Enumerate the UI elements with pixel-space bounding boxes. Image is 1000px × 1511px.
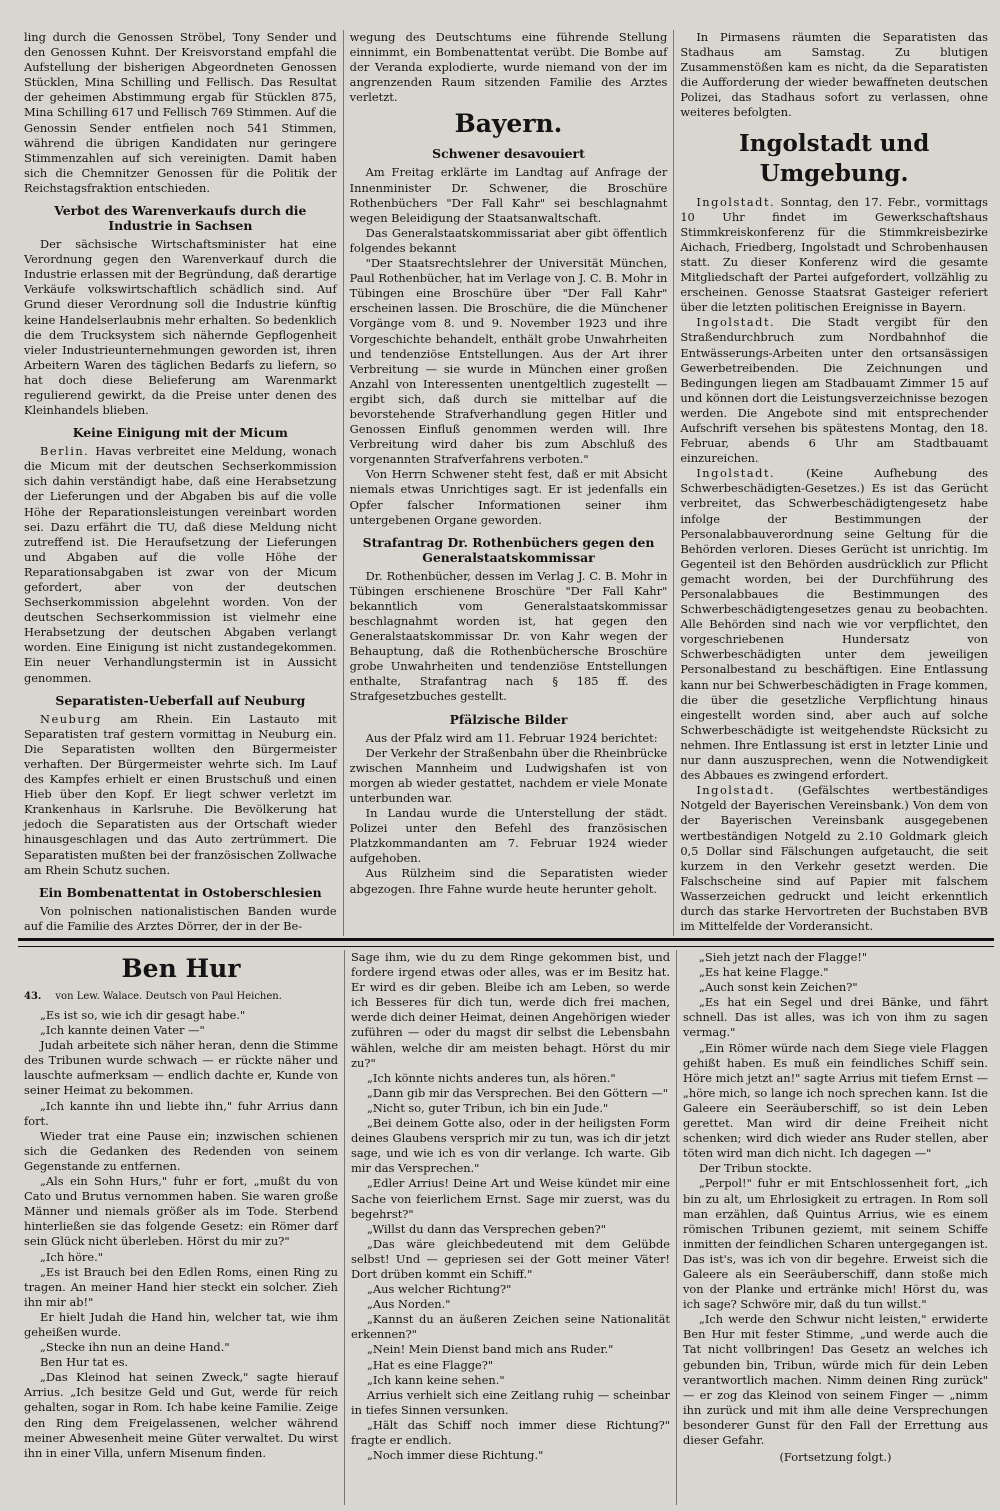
serial-text-3: [683, 950, 988, 1448]
paragraph: [680, 934, 988, 936]
serial-paragraph: „Es hat keine Flagge.": [699, 965, 829, 980]
serial-paragraph: „Ein Römer würde nach dem Siege viele Flaggen gehißt haben. Es muß ein feindliches Schiff sein. Höre mich jetzt an!" sagte Arrius mit tiefem Ernst — „höre mich, so lange ich noch sprechen kann. Ist die Galeere ein Seeräuberschiff, so ist dein Leben gerettet. Man wird dir deine Freiheit nicht schenken; wird dich wieder ans Ruder stellen, aber töten wird man dich nicht. Ich dagegen —": [683, 1040, 988, 1161]
headline-micum: Keine Einigung mit der Micum: [72, 425, 288, 441]
dateline: Ingolstadt.: [696, 466, 776, 481]
paragraph: "Der Staatsrechtslehrer der Universität München, Paul Rothenbücher, hat im Verlage von J. C. B. Mohr in Tübingen eine Broschüre über "Der Fall Kahr" erscheinen lassen. Die Broschüre, die die Münchener Vorgänge vom 8. und 9. November 1923 und ihre Vorgeschichte behandelt, enthält grobe Unwahrheiten und tendenziöse Entstellungen. Aus der Art ihrer Verbreitung — sie wurde in München einer großen Anzahl von Interessenten unentgeltlich zugestellt — ergibt sich, daß durch sie mittelbar auf die bevorstehende Strafverhandlung gegen Hitler und Genossen Einfluß genommen werden will. Ihre Verbreitung wird daher bis zum Abschluß des vorgenannten Strafverfahrens verboten.": [349, 256, 668, 467]
serial-section: [18, 950, 994, 1505]
dateline: Neuburg: [40, 711, 102, 726]
serial-paragraph: „Bei deinem Gotte also, oder in der heiligsten Form deines Glaubens versprich mir zu tun, was ich dir jetzt sage, und wie ich es von dir verlange. Ich warte. Gib mir das Versprechen.": [351, 1116, 670, 1176]
serial-text-1: [24, 1008, 338, 1461]
headline-pfalz: Pfälzische Bilder: [449, 711, 568, 727]
serial-paragraph: „Es ist so, wie ich dir gesagt habe.": [40, 1008, 246, 1022]
serial-paragraph: „Nein! Mein Dienst band mich ans Ruder.": [367, 1342, 614, 1357]
paragraph: [680, 783, 988, 934]
serial-paragraph: „Nicht so, guter Tribun, ich bin ein Jude.": [367, 1100, 609, 1115]
serial-paragraph: „Perpol!" fuhr er mit Entschlossenheit fort, „ich bin zu alt, um Ehrlosigkeit zu ertragen. In Rom soll man erzählen, daß Quintus Arrius, wie es einem römischen Tribunen geziemt, mit seinem Schiffe inmitten der feindlichen Scharen untergegangen ist. Das ist's, was ich von dir begehre. Erweist sich die Galeere als ein Seeräuberschiff, dann stoße mich von der Planke und ertränke mich! Hörst du, was ich sage? Schwöre mir, daß du tun willst.": [683, 1176, 988, 1312]
serial-byline: [24, 990, 338, 1004]
continuation-note: (Fortsetzung folgt.): [779, 1450, 892, 1465]
serial-paragraph: Der Tribun stockte.: [699, 1161, 812, 1176]
paragraph-text: (Keine Aufhebung des Schwerbeschädigten-Gesetzes.) Es ist das Gerücht verbreitet, das Schwerbeschädigtengesetz habe infolge der Bestimmungen der Personalabbauverordnung seine Geltung für die Behörden verloren. Dieses Gerücht ist unrichtig. Im Gegenteil ist den Behörden ausdrücklich zur Pflicht gemacht worden, bei der Durchführung des Personalabbaues die Bestimmungen des Schwerbeschädigtengesetzes genau zu beobachten. Alle Behörden sind nach wie vor verpflichtet, den vorgeschriebenen Hundersatz von Schwerbeschädigten unter dem jeweiligen Personalbestand zu beschäftigen. Eine Entlassung kann nur bei Schwerbeschädigten in Frage kommen, die über die gesetzliche Verpflichtung hinaus eingestellt worden sind, aber auch auf solche Schwerbeschädigte ist weitgehendste Rücksicht zu nehmen. Ihre Entlassung ist erst in letzter Linie und nur dann auszusprechen, wenn die Notwendigkeit des Abbaues es zwingend erfordert.: [680, 466, 988, 783]
serial-column-3: [676, 950, 994, 1505]
feuilleton-divider: [18, 938, 994, 947]
serial-title: Ben Hur: [121, 954, 241, 983]
paragraph: Dr. Rothenbücher, dessen im Verlag J. C. B. Mohr in Tübingen erschienene Broschüre "Der Fall Kahr" bekanntlich vom Generalstaatskommissar beschlagnahmt worden ist, hat gegen den Generalstaatskommissar Dr. von Kahr wegen der Behauptung, daß die Rothenbüchersche Broschüre grobe Unwahrheiten und tendenziöse Entstellungen enthalte, Strafantrag nach § 185 ff. des Strafgesetzbuches gestellt.: [349, 568, 668, 704]
headline-verbot: Verbot des Warenverkaufs durch die Industrie in Sachsen: [54, 203, 307, 234]
column-1: [18, 30, 343, 936]
paragraph: In Pirmasens räumten die Separatisten das Stadhaus am Samstag. Zu blutigen Zusammenstößen kam es nicht, da die Separatisten die Aufforderung der wieder bewaffneten deutschen Polizei, das Stadhaus sofort zu verlassen, ohne weiteres befolgten.: [680, 30, 988, 120]
serial-paragraph: „Ich kann keine sehen.": [367, 1372, 505, 1387]
serial-paragraph: „Hat es eine Flagge?": [367, 1357, 494, 1372]
serial-paragraph: „Aus welcher Richtung?": [367, 1282, 512, 1297]
paragraph: [680, 315, 988, 466]
paragraph: Von polnischen nationalistischen Banden wurde auf die Familie des Arztes Dörrer, der in der Be-: [24, 903, 337, 933]
column-2: [343, 30, 674, 936]
serial-text-2: [351, 950, 670, 1463]
serial-paragraph: „Kannst du an äußeren Zeichen seine Nationalität erkennen?": [351, 1312, 670, 1342]
paragraph: [680, 195, 988, 316]
serial-paragraph: Sage ihm, wie du zu dem Ringe gekommen bist, und fordere irgend etwas oder alles, was er im Besitz hat. Er wird es dir geben. Bleibe ich am Leben, so werde ich Besseres für dich tun, werde dich frei machen, werde dich deiner Heimat, deinen Angehörigen wieder zuführen — oder du magst dir selbst die Lebensbahn wählen, welche dir am meisten behagt. Hörst du mir zu?": [351, 950, 670, 1070]
headline-neuburg: Separatisten-Ueberfall auf Neuburg: [55, 692, 306, 708]
paragraph-text: (Gefälschtes wertbeständiges Notgeld der Bayerischen Vereinsbank.) Von dem von der Bayerischen Vereinsbank ausgegebenen wertbeständigen Notgeld zu 2.10 Goldmark gleich 0,5 Dollar sind Fälschungen aufgetaucht, die seit kurzem in den Verkehr gesetzt werden. Die Falschscheine sind auf Papier mit falschem Wasserzeichen gedruckt und leicht erkenntlich durch das starke Hervortreten der Buchstaben BVB im Mittelfelde der Vorderansicht.: [680, 783, 988, 934]
paragraph: [24, 444, 337, 686]
serial-paragraph: Ben Hur tat es.: [40, 1355, 129, 1370]
serial-paragraph: „Stecke ihn nun an deine Hand.": [40, 1340, 230, 1355]
paragraph: Am Freitag erklärte im Landtag auf Anfrage der Innenminister Dr. Schwener, die Broschüre Rothenbüchers "Der Fall Kahr" sei beschlagnahmt wegen Beleidigung der Staatsanwaltschaft.: [349, 165, 668, 225]
serial-paragraph: „Ich höre.": [40, 1249, 103, 1264]
serial-paragraph: Arrius verhielt sich eine Zeitlang ruhig — scheinbar in tiefes Sinnen versunken.: [351, 1387, 670, 1417]
serial-paragraph: „Ich werde den Schwur nicht leisten," erwiderte Ben Hur mit fester Stimme, „und werde auch die Tat nicht vollbringen! Das Gesetz an welches ich gebunden bin, Tribun, würde mich für dein Leben verantwortlich machen. Nimm deinen Ring zurück" — er zog das Kleinod von seinem Finger — „nimm ihn zurück und mit ihm alle deine Versprechungen besonderer Gunst für den Fall der Errettung aus dieser Gefahr.: [683, 1312, 988, 1447]
paragraph: Der Verkehr der Straßenbahn über die Rheinbrücke zwischen Mannheim und Ludwigshafen ist von morgen ab wieder gestattet, nachdem er viele Monate unterbunden war.: [349, 745, 668, 805]
serial-column-1: [18, 950, 344, 1505]
serial-paragraph: „Als ein Sohn Hurs," fuhr er fort, „mußt du von Cato und Brutus vernommen haben. Sie waren große Männer und niemals größer als im Tode. Sterbend hinterließen sie das folgende Gesetz: ein Römer darf sein Glück nicht überleben. Hörst du mir zu?": [24, 1174, 338, 1249]
serial-paragraph: „Ich kannte ihn und liebte ihn," fuhr Arrius dann fort.: [24, 1098, 338, 1128]
dateline: Ingolstadt.: [696, 194, 776, 209]
paragraph-text: am Rhein. Ein Lastauto mit Separatisten traf gestern vormittag in Neuburg ein. Die Separatisten wollten den Bürgermeister verhaften. Der Bürgermeister wehrte sich. Im Lauf des Kampfes erhielt er einen Brustschuß und einen Hieb über den Kopf. Er liegt schwer verletzt im Krankenhaus in Karlsruhe. Die Bevölkerung hat jedoch die Separatisten aus der Ortschaft wieder hinausgeschlagen und das Auto zertrümmert. Die Separatisten mußten bei der französischen Zollwache am Rhein Schutz suchen.: [24, 711, 337, 877]
serial-paragraph: Er hielt Judah die Hand hin, welcher tat, wie ihm geheißen wurde.: [24, 1309, 338, 1339]
paragraph: In Landau wurde die Unterstellung der städt. Polizei unter den Befehl des französischen Platzkommandanten am 7. Februar 1924 wieder aufgehoben.: [349, 806, 668, 866]
dateline: Ingolstadt.: [696, 315, 776, 330]
installment-number: 43.: [24, 991, 42, 1002]
paragraph: ling durch die Genossen Ströbel, Tony Sender und den Genossen Kuhnt. Der Kreisvorstand empfahl die Aufstellung der bisherigen Abgeordneten Genossen Stücklen, Mina Schilling und Fellisch. Das Resultat der geheimen Abstimmung ergab für Stücklen 875, Mina Schilling 617 und Fellisch 769 Stimmen. Auf die Genossin Sender entfielen noch 541 Stimmen, während die übrigen Kandidaten nur geringere Stimmenzahlen auf sich vereinigten. Damit haben sich die Chemnitzer Genossen für die Politik der Reichstagsfraktion entschieden.: [24, 30, 337, 195]
serial-paragraph: „Noch immer diese Richtung.": [367, 1448, 544, 1463]
serial-paragraph: „Ich kannte deinen Vater —": [40, 1023, 205, 1038]
paragraph: Aus der Pfalz wird am 11. Februar 1924 berichtet:: [365, 730, 658, 745]
paragraph-text: Havas verbreitet eine Meldung, wonach die Micum mit der deutschen Sechserkommission sich dahin verständigt habe, daß eine Herabsetzung der Lieferungen und der Abgaben bis auf die volle Höhe der Reparationsleistungen vereinbart worden sei. Dazu erfährt die TU, daß diese Meldung nicht zutreffend ist. Die Heraufsetzung der Lieferungen und Abgaben auf die volle Höhe der Reparationsabgaben ist zwar von der Micum gefordert, aber von der deutschen Sechserkommission abgelehnt worden. Von der deutschen Sechserkommission ist vielmehr eine Herabsetzung der deutschen Abgaben verlangt worden. Eine Einigung ist nicht zustandegekommen. Ein neuer Verhandlungstermin ist in Aussicht genommen.: [24, 444, 337, 685]
paragraph-text: Sonntag, den 17. Febr., vormittags 10 Uhr findet im Gewerkschaftshaus Stimmkreiskonferenz für die Stimmkreisbezirke Aichach, Friedberg, Ingolstadt und Schrobenhausen statt. Zu dieser Konferenz wird die gesamte Mitgliedschaft der Partei aufgefordert, vollzählig zu erscheinen. Genosse Staatsrat Gasteiger referiert über die letzten politischen Ereignisse in Bayern.: [680, 194, 988, 315]
paragraph: [680, 466, 988, 783]
serial-paragraph: „Auch sonst kein Zeichen?": [699, 980, 858, 995]
serial-paragraph: „Das Kleinod hat seinen Zweck," sagte hierauf Arrius. „Ich besitze Geld und Gut, werde für reich gehalten, sogar in Rom. Ich habe keine Familie. Zeige den Ring dem Freigelassenen, welcher während meiner Abwesenheit meine Güter verwaltet. Du wirst ihn in einer Villa, unfern Misenum finden.: [24, 1370, 338, 1460]
serial-paragraph: „Hält das Schiff noch immer diese Richtung?" fragte er endlich.: [351, 1417, 670, 1447]
paragraph: Das Generalstaatskommissariat aber gibt öffentlich folgendes bekannt: [349, 225, 668, 255]
headline-bombenattentat: Ein Bombenattentat in Ostoberschlesien: [39, 884, 322, 900]
serial-paragraph: „Es hat ein Segel und drei Bänke, und fährt schnell. Das ist alles, was ich von ihm zu sagen vermag.": [683, 995, 988, 1040]
news-section: [18, 30, 994, 936]
serial-paragraph: „Es ist Brauch bei den Edlen Roms, einen Ring zu tragen. An meiner Hand hier steckt ein solcher. Zieh ihn mir ab!": [24, 1264, 338, 1309]
serial-paragraph: Wieder trat eine Pause ein; inzwischen schienen sich die Gedanken des Redenden von seinem Gegenstande zu entfernen.: [24, 1128, 338, 1173]
serial-paragraph: „Edler Arrius! Deine Art und Weise kündet mir eine Sache von feierlichem Ernst. Sage mir zuerst, was du begehrst?": [351, 1176, 670, 1221]
paragraph-text: Die Stadt vergibt für den Straßendurchbruch zum Nordbahnhof die Entwässerungs-Arbeiten unter den ortsansässigen Gewerbetreibenden. Die Zeichnungen und Bedingungen liegen am Stadbauamt Zimmer 15 auf und können dort die Leistungsverzeichnisse bezogen werden. Die Angebote sind mit entsprechender Aufschrift versehen bis spätestens Montag, den 18. Februar, abends 6 Uhr am Stadtbauamt einzureichen.: [680, 315, 988, 466]
serial-paragraph: „Willst du dann das Versprechen geben?": [367, 1221, 606, 1236]
paragraph: wegung des Deutschtums eine führende Stellung einnimmt, ein Bombenattentat verübt. Die Bombe auf der Veranda explodierte, wurde niemand von der im angrenzenden Raum sitzenden Familie des Arztes verletzt.: [349, 30, 668, 105]
serial-paragraph: „Dann gib mir das Versprechen. Bei den Göttern —": [367, 1085, 668, 1100]
serial-paragraph: Judah arbeitete sich näher heran, denn die Stimme des Tribunen wurde schwach — er rückte näher und lauschte aufmerksam — endlich dachte er, Kunde von seiner Heimat zu bekommen.: [24, 1038, 338, 1098]
serial-paragraph: „Aus Norden.": [367, 1297, 451, 1312]
section-title-ingolstadt: Ingolstadt und Umgebung.: [738, 129, 930, 187]
paragraph: Von Herrn Schwener steht fest, daß er mit Absicht niemals etwas Unrichtiges sagt. Er ist jedenfalls ein Opfer falscher Informationen seiner ihm untergebenen Organe geworden.: [349, 467, 668, 527]
section-title-bayern: Bayern.: [454, 109, 563, 139]
serial-paragraph: „Sieh jetzt nach der Flagge!": [699, 950, 868, 964]
paragraph: Aus Rülzheim sind die Separatisten wieder abgezogen. Ihre Fahne wurde heute herunter geholt.: [349, 866, 668, 896]
serial-paragraph: „Das wäre gleichbedeutend mit dem Gelübde selbst! Und — gepriesen sei der Gott meiner Väter! Dort drüben kommt ein Schiff.": [351, 1236, 670, 1281]
column-3: [673, 30, 994, 936]
serial-paragraph: „Ich könnte nichts anderes tun, als hören.": [367, 1070, 616, 1085]
paragraph: Der sächsische Wirtschaftsminister hat eine Verordnung gegen den Warenverkauf durch die Industrie erlassen mit der Begründung, daß derartige Verkäufe volkswirtschaftlich schädlich sind. Auf Grund dieser Verordnung soll die Industrie künftig keine Handelserlaubnis mehr erhalten. So bedenklich die dem Trucksystem sich nähernde Gepflogenheit vieler Industrieunternehmungen geworden ist, ihren Arbeitern Waren des täglichen Bedarfs zu liefern, so hat doch diese Belieferung am Warenmarkt regulierend gewirkt, da die Preise unter denen des Kleinhandels blieben.: [24, 237, 337, 418]
headline-schwener: Schwener desavouiert: [432, 146, 585, 162]
author-credit: von Lew. Walace. Deutsch von Paul Heichen.: [55, 991, 282, 1002]
headline-strafantrag: Strafantrag Dr. Rothenbüchers gegen den Generalstaatskommissar: [362, 534, 655, 565]
dateline: Ingolstadt.: [696, 783, 776, 798]
dateline: Berlin.: [40, 444, 90, 459]
paragraph: [24, 712, 337, 878]
dateline: [696, 934, 775, 936]
serial-column-2: [344, 950, 676, 1505]
